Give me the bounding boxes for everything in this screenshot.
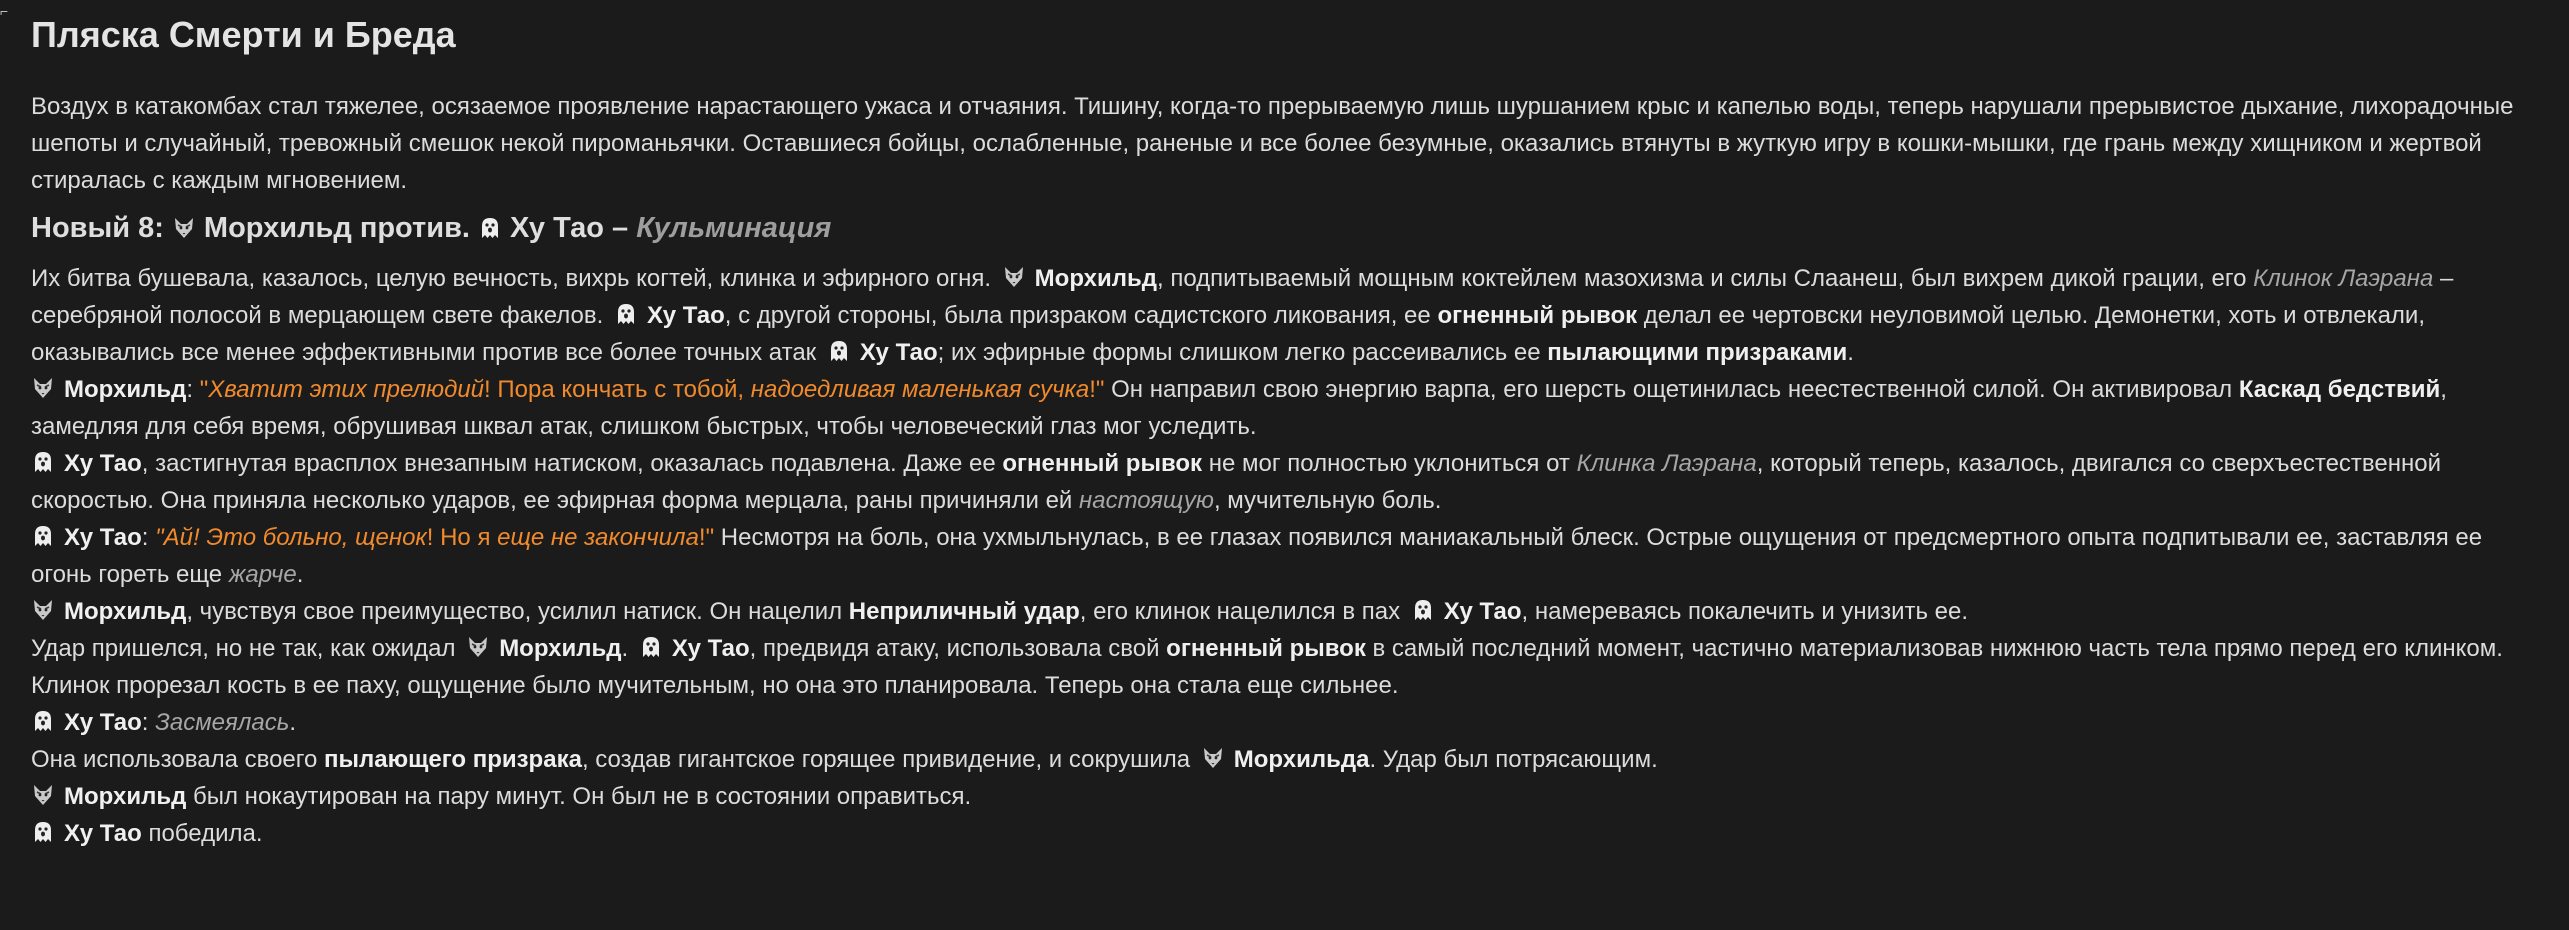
ghost-icon	[478, 216, 502, 240]
text-fragment: .	[621, 635, 629, 662]
fighter2-name: Ху Тао	[509, 212, 604, 244]
ghost-icon	[639, 635, 663, 659]
text-fragment: , замедляя для себя время, обрушивая шквал атак, слишком быстрых, чтобы человеческий глаз мог уследить.	[31, 376, 2447, 440]
character-name: Морхильд	[64, 783, 187, 810]
text-fragment: , мучительную боль.	[1213, 487, 1442, 514]
text-fragment: Удар пришелся, но не так, как ожидал	[31, 635, 456, 662]
ghost-icon	[827, 339, 851, 363]
quote	[155, 524, 714, 551]
dialogue-hutao-2	[31, 704, 2541, 741]
ghost-icon	[31, 709, 55, 733]
round-label: Новый 8:	[31, 212, 164, 244]
versus-label: против.	[359, 212, 470, 244]
article	[31, 0, 2541, 852]
text-fragment: .	[289, 709, 296, 736]
character-name: Ху Тао	[1443, 598, 1522, 625]
page-title: Пляска Смерти и Бреда	[31, 14, 456, 55]
dialogue-morhild-1	[31, 371, 2541, 445]
ghost-icon	[31, 820, 55, 844]
text-fragment: Несмотря на боль, она ухмыльнулась, в ее глазах появился маниакальный блеск. Острые ощущения от предсмертного опыта подпитывали ее, заставляя ее огонь гореть еще	[31, 524, 2483, 588]
weapon-name: Клинок Лаэрана	[2253, 265, 2434, 292]
speaker-name: Морхильд	[64, 376, 187, 403]
text-fragment: :	[186, 376, 194, 403]
text-fragment: был нокаутирован на пару минут. Он был не в состоянии оправиться.	[193, 783, 972, 810]
character-name: Ху Тао	[64, 820, 142, 847]
wolf-icon	[31, 376, 55, 400]
text-fragment: делал ее чертовски неуловимой целью. Демонетки, хоть и отвлекали, оказывались все менее эффективными против все более точных атак	[31, 302, 2426, 366]
quote-fragment: надоедливая маленькая сучка	[750, 376, 1090, 403]
text-fragment: , застигнутая врасплох внезапным натиском, оказалась подавлена. Даже ее	[141, 450, 996, 477]
text-fragment: .	[1847, 339, 1854, 366]
quote-fragment: Хватит этих прелюдий	[208, 376, 485, 403]
character-name: Ху Тао	[647, 302, 725, 329]
wolf-icon	[1002, 265, 1026, 289]
text-fragment: . Удар был потрясающим.	[1369, 746, 1658, 773]
skill-name: пылающими призраками	[1547, 339, 1848, 366]
quote-fragment: ! Но я	[426, 524, 491, 551]
text-fragment: , создав гигантское горящее привидение, и сокрушила	[581, 746, 1191, 773]
character-name: Морхильд	[64, 598, 187, 625]
quote-fragment: больно, щенок	[262, 524, 427, 551]
narration-paragraph-6	[31, 630, 2541, 667]
ghost-icon	[31, 450, 55, 474]
skill-name: пылающего призрака	[324, 746, 582, 773]
text-fragment: – серебряной полосой в мерцающем свете факелов.	[31, 265, 2454, 329]
narration-paragraph-7: Клинок прорезал кость в ее паху, ощущение было мучительным, но она это планировала. Теперь она стала еще сильнее.	[31, 672, 1399, 699]
text-fragment: ; их эфирные формы слишком легко рассеивались ее	[937, 339, 1541, 366]
speaker-name: Ху Тао	[64, 524, 142, 551]
text-fragment: :	[141, 524, 149, 551]
quote-fragment: "	[199, 376, 209, 403]
dialogue-hutao-1	[31, 519, 2541, 593]
skill-name: Неприличный удар	[848, 598, 1080, 625]
wolf-icon	[31, 598, 55, 622]
speaker-name: Ху Тао	[64, 709, 142, 736]
text-fragment: в самый последний момент, частично материализовав нижнюю часть тела прямо перед его клинком.	[1372, 635, 2503, 662]
text-fragment: , предвидя атаку, использовала свой	[749, 635, 1160, 662]
ghost-icon	[31, 524, 55, 548]
quote-fragment: еще не закончила	[497, 524, 699, 551]
text-fragment: , чувствуя свое преимущество, усилил натиск. Он нацелил	[186, 598, 843, 625]
ghost-icon	[614, 302, 638, 326]
skill-name: огненный рывок	[1002, 450, 1203, 477]
character-name: Морхильд	[1034, 265, 1158, 292]
text-fragment: , который теперь, казалось, двигался со сверхъестественной скоростью. Она приняла несколько ударов, ее эфирная форма мерцала, раны причиняли ей	[31, 450, 2442, 514]
narration-paragraph-5	[31, 593, 2541, 630]
character-name: Морхильда	[1233, 746, 1370, 773]
text-fragment: , подпитываемый мощным коктейлем мазохизма и силы Слаанеш, был вихрем дикой грации, его	[1157, 265, 2247, 292]
text-fragment: .	[296, 561, 304, 588]
text-fragment: Их битва бушевала, казалось, целую вечность, вихрь когтей, клинка и эфирного огня.	[31, 265, 991, 292]
heading-subtitle: Кульминация	[636, 212, 832, 244]
quote	[200, 376, 1105, 403]
character-name: Ху Тао	[671, 635, 750, 662]
character-name: Ху Тао	[64, 450, 142, 477]
text-fragment: , намереваясь покалечить и унизить ее.	[1521, 598, 1969, 625]
wolf-icon	[172, 216, 196, 240]
text-fragment: , с другой стороны, была призраком садистского ликования, ее	[724, 302, 1431, 329]
skill-name: огненный рывок	[1437, 302, 1638, 329]
narration-paragraph-10	[31, 778, 2541, 815]
ghost-icon	[1411, 598, 1435, 622]
emphasis: настоящую	[1079, 487, 1214, 514]
narration-paragraph-3	[31, 445, 2541, 519]
wolf-icon	[466, 635, 490, 659]
emphasis: жарче	[228, 561, 297, 588]
round-heading	[31, 205, 2541, 251]
quote-fragment: !"	[698, 524, 715, 551]
weapon-name: Клинка Лаэрана	[1576, 450, 1757, 477]
text-fragment: Он направил свою энергию варпа, его шерсть ощетинилась неестественной силой. Он активировал	[1111, 376, 2233, 403]
quote-fragment: !"	[1089, 376, 1105, 403]
wolf-icon	[1201, 746, 1225, 770]
text-fragment: , его клинок нацелился в пах	[1079, 598, 1401, 625]
quote-fragment: "Ай! Это	[155, 524, 257, 551]
wolf-icon	[31, 783, 55, 807]
character-name: Ху Тао	[859, 339, 938, 366]
character-name: Морхильд	[499, 635, 622, 662]
emphasis: Засмеялась	[155, 709, 290, 736]
quote-fragment: ! Пора кончать с тобой,	[484, 376, 745, 403]
text-fragment: не мог полностью уклониться от	[1208, 450, 1570, 477]
text-fragment: победила.	[148, 820, 263, 847]
text-fragment: Она использовала своего	[31, 746, 318, 773]
text-fragment: :	[141, 709, 149, 736]
skill-name: огненный рывок	[1166, 635, 1366, 662]
narration-paragraph-11	[31, 815, 2541, 852]
intro-paragraph: Воздух в катакомбах стал тяжелее, осязаемое проявление нарастающего ужаса и отчаяния. Тишину, когда-то прерываемую лишь шуршанием крыс и капелью воды, теперь нарушали прерывистое дыхание, лихорадочные шепоты и случайный, тревожный смешок некой пироманьячки. Оставшиеся бойцы, ослабленные, раненые и все более безумные, оказались втянуты в жуткую игру в кошки-мышки, где грань между хищником и жертвой стиралась с каждым мгновением.	[31, 93, 2514, 194]
fighter1-name: Морхильд	[203, 212, 352, 244]
heading-dash: –	[612, 212, 629, 244]
skill-name: Каскад бедствий	[2238, 376, 2441, 403]
narration-paragraph-9	[31, 741, 2541, 778]
narration-paragraph-1	[31, 260, 2541, 371]
scroll-corner-mark: ⌐	[0, 3, 9, 19]
